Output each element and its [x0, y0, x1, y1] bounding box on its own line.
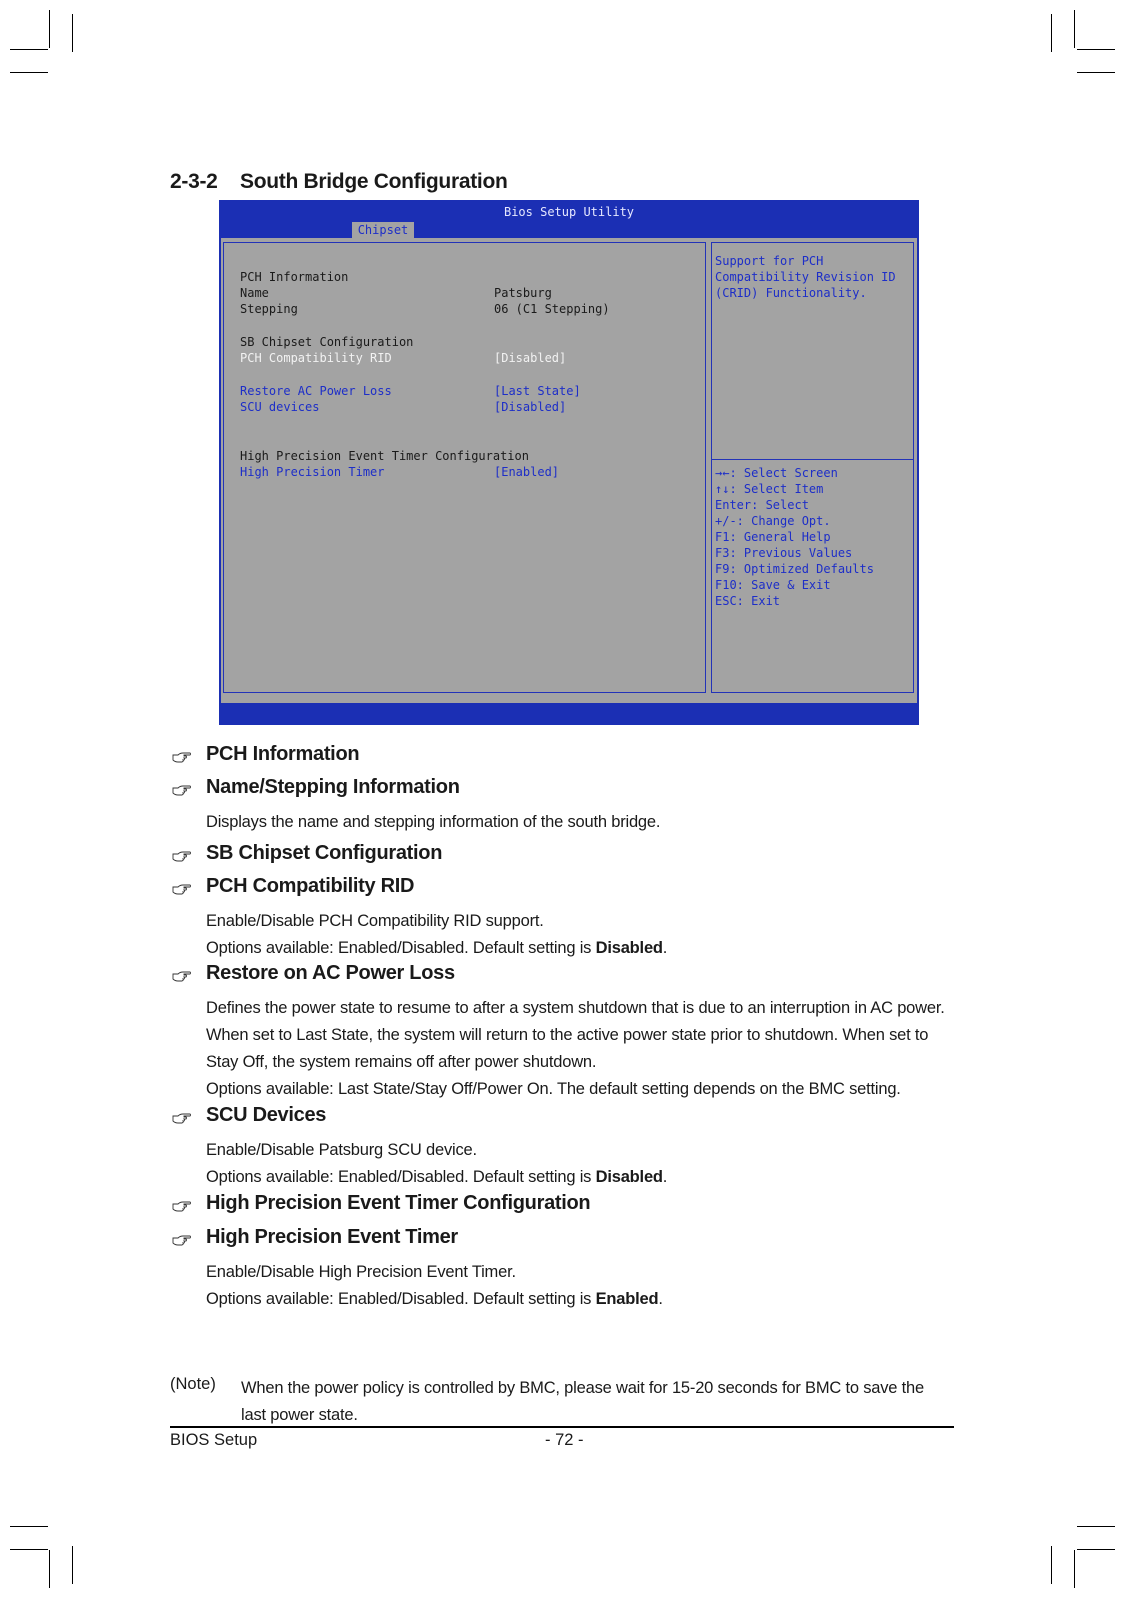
item-heading: SB Chipset Configuration [206, 842, 443, 864]
item-description: Enable/Disable PCH Compatibility RID support. Options available: Enabled/Disabled. Default setting is Disabled. [206, 912, 668, 957]
bios-heading: High Precision Event Timer Configuration [240, 449, 529, 463]
crop-mark [1074, 10, 1075, 48]
bios-title: Bios Setup Utility [503, 205, 635, 219]
item-heading: High Precision Event Timer [206, 1226, 458, 1248]
crop-mark [72, 1546, 73, 1584]
bios-screenshot [219, 200, 919, 725]
item-heading: SCU Devices [206, 1104, 327, 1126]
crop-mark [49, 1550, 50, 1588]
bios-help-panel [711, 242, 914, 693]
tab-chipset[interactable]: Chipset [352, 222, 414, 238]
section-title [170, 170, 508, 194]
pointer-bullet-icon [172, 883, 192, 895]
footer-rule [170, 1426, 954, 1428]
crop-mark [10, 1526, 48, 1527]
key-hint: ↑↓: Select Item [715, 482, 824, 496]
bios-settings-panel [223, 242, 706, 693]
default-value: Enabled [595, 1290, 659, 1308]
footer-section-name: BIOS Setup [170, 1431, 258, 1449]
bios-status-bar [221, 705, 917, 723]
section-number: 2-3-2 [170, 170, 218, 193]
bios-label: Name [240, 286, 269, 300]
crop-mark [49, 10, 50, 48]
bios-value: Patsburg [494, 286, 552, 300]
key-hint: F3: Previous Values [715, 546, 853, 560]
crop-mark [10, 1549, 48, 1550]
bios-heading: PCH Information [240, 270, 349, 284]
help-text: (CRID) Functionality. [715, 286, 867, 300]
bios-value[interactable]: [Disabled] [494, 351, 567, 365]
crop-mark [1051, 1546, 1052, 1584]
key-hint: Enter: Select [715, 498, 809, 512]
pointer-bullet-icon [172, 751, 192, 763]
default-value: Disabled [595, 939, 663, 957]
pointer-bullet-icon [172, 1200, 192, 1212]
key-hint: +/-: Change Opt. [715, 514, 831, 528]
page-number: - 72 - [545, 1431, 584, 1449]
key-hint: →←: Select Screen [715, 466, 838, 480]
help-divider [712, 459, 913, 460]
crop-mark [1074, 1550, 1075, 1588]
crop-mark [72, 14, 73, 52]
help-text: Support for PCH [715, 254, 824, 268]
crop-mark [1077, 49, 1115, 50]
bios-option-restore-ac[interactable]: Restore AC Power Loss [240, 384, 392, 398]
key-hint: F10: Save & Exit [715, 578, 831, 592]
crop-mark [1051, 14, 1052, 52]
item-description: Defines the power state to resume to after a system shutdown that is due to an interruption in AC power. When set to Last State, the system will return to the active power state prior to shutdown. When set to Stay Off, the system remains off after power shutdown. Options available: Last State/Stay Off/Power On. The default setting depends on the BMC setting. [206, 999, 945, 1098]
bios-label: Stepping [240, 302, 298, 316]
item-heading: High Precision Event Timer Configuration [206, 1192, 591, 1214]
bios-value: 06 (C1 Stepping) [494, 302, 610, 316]
item-heading: PCH Information [206, 743, 360, 765]
key-hint: F9: Optimized Defaults [715, 562, 874, 576]
item-description: Enable/Disable High Precision Event Timer. Options available: Enabled/Disabled. Default setting is Enabled. [206, 1263, 663, 1308]
key-hint: ESC: Exit [715, 594, 781, 608]
pointer-bullet-icon [172, 850, 192, 862]
bios-option-pch-rid[interactable]: PCH Compatibility RID [240, 351, 392, 365]
item-description: Enable/Disable Patsburg SCU device. Options available: Enabled/Disabled. Default setting is Disabled. [206, 1141, 668, 1186]
item-heading: PCH Compatibility RID [206, 875, 415, 897]
item-description: Displays the name and stepping information of the south bridge. [206, 813, 661, 831]
default-value: Disabled [595, 1168, 663, 1186]
bios-option-scu[interactable]: SCU devices [240, 400, 320, 414]
item-heading: Name/Stepping Information [206, 776, 460, 798]
note-label: (Note) [170, 1375, 216, 1393]
crop-mark [10, 72, 48, 73]
bios-value[interactable]: [Enabled] [494, 465, 560, 479]
bios-option-hpet[interactable]: High Precision Timer [240, 465, 385, 479]
key-hint: F1: General Help [715, 530, 831, 544]
pointer-bullet-icon [172, 970, 192, 982]
crop-mark [10, 49, 48, 50]
pointer-bullet-icon [172, 784, 192, 796]
section-heading: South Bridge Configuration [240, 170, 508, 193]
note-text: When the power policy is controlled by BMC, please wait for 15-20 seconds for BMC to save the last power state. [241, 1379, 924, 1424]
bios-heading: SB Chipset Configuration [240, 335, 414, 349]
bios-body [221, 238, 917, 703]
crop-mark [1077, 1526, 1115, 1527]
bios-value[interactable]: [Disabled] [494, 400, 567, 414]
pointer-bullet-icon [172, 1112, 192, 1124]
pointer-bullet-icon [172, 1234, 192, 1246]
crop-mark [1077, 72, 1115, 73]
help-text: Compatibility Revision ID [715, 270, 896, 284]
crop-mark [1077, 1549, 1115, 1550]
item-heading: Restore on AC Power Loss [206, 962, 455, 984]
bios-value[interactable]: [Last State] [494, 384, 581, 398]
